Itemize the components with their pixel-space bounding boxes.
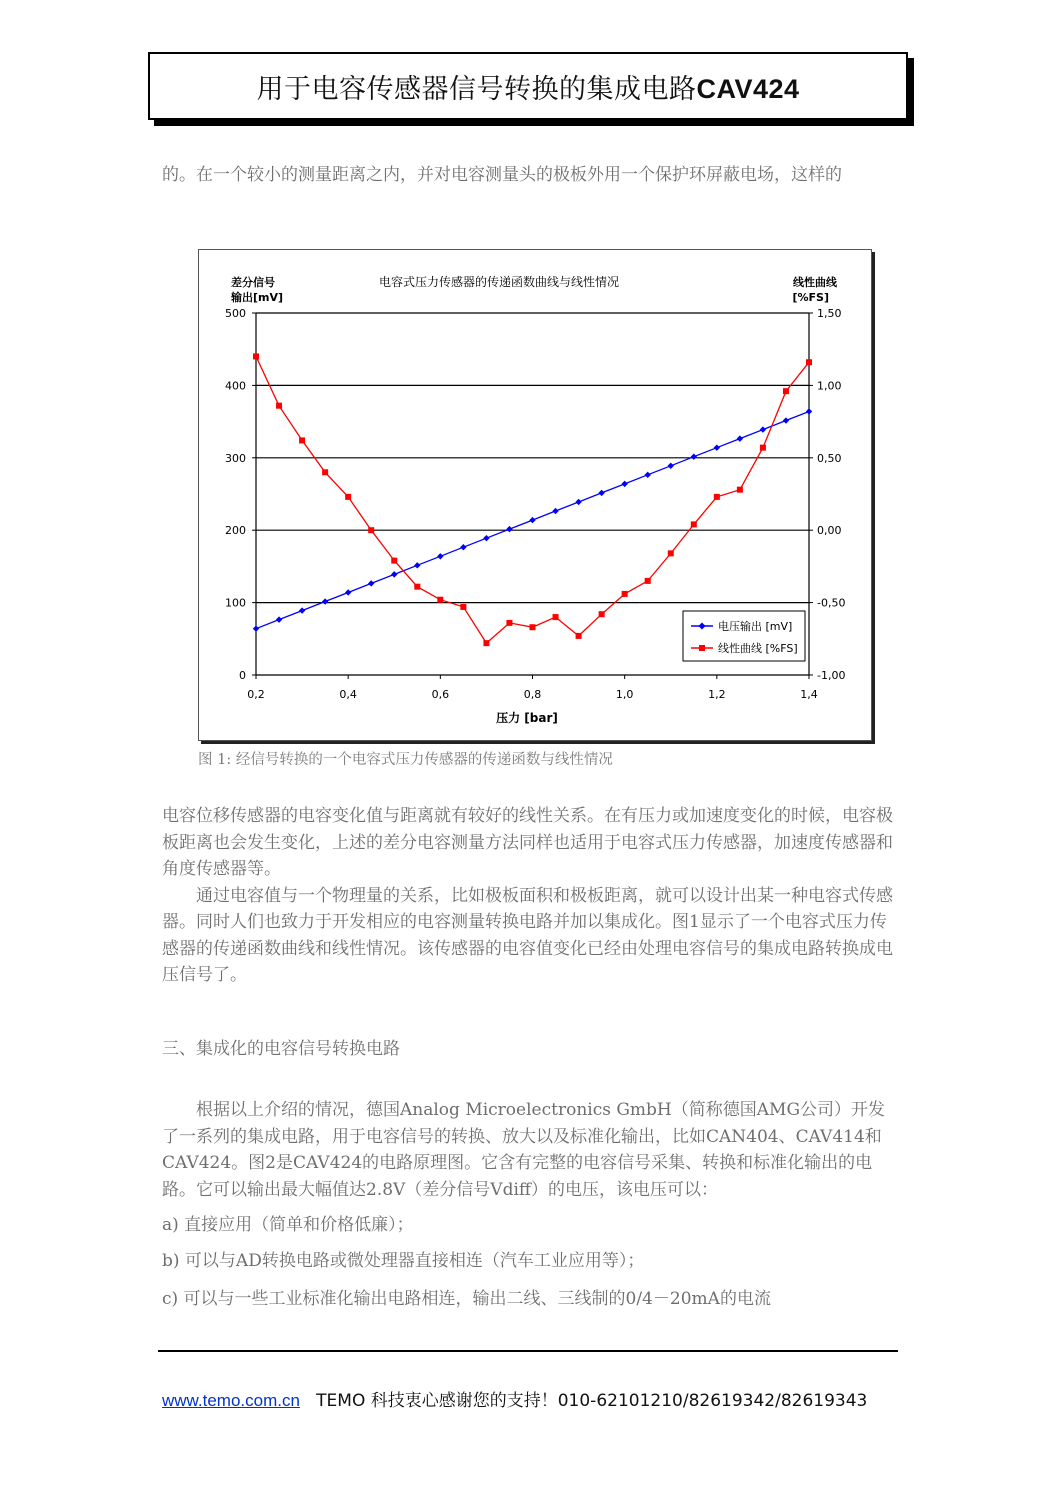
x-tick-label: 0,4 (339, 688, 357, 701)
series-point-1 (691, 454, 697, 460)
series-point-1 (806, 408, 812, 414)
series-point-1 (483, 535, 489, 541)
series-point-1 (276, 616, 282, 622)
series-point-2 (645, 578, 651, 584)
series-point-1 (322, 598, 328, 604)
y-left-tick-label: 0 (239, 669, 246, 682)
y-right-tick-label: 1,50 (817, 307, 842, 320)
chart-svg (199, 250, 871, 740)
body-paragraphs (162, 803, 897, 989)
y-right-label-line1: 线性曲线 (793, 276, 837, 289)
series-point-1 (414, 562, 420, 568)
series-point-1 (299, 607, 305, 613)
chart-legend (683, 611, 805, 661)
series-point-1 (621, 481, 627, 487)
series-point-1 (668, 463, 674, 469)
series-point-1 (506, 526, 512, 532)
y-right-tick-label: -0,50 (817, 596, 846, 610)
series-point-2 (368, 527, 374, 533)
series-point-1 (437, 553, 443, 559)
series-point-2 (691, 521, 697, 527)
y-left-tick-label: 400 (225, 379, 246, 393)
series-point-2 (414, 584, 420, 590)
series-point-2 (553, 614, 559, 620)
legend-marker (699, 645, 705, 651)
x-tick-label: 1,4 (800, 688, 818, 701)
series-line-2 (256, 356, 809, 643)
series-point-2 (783, 388, 789, 394)
series-point-1 (737, 435, 743, 441)
legend-label: 线性曲线 [%FS] (718, 642, 798, 655)
figure-caption: 图 1: 经信号转换的一个电容式压力传感器的传递函数与线性情况 (198, 752, 613, 768)
footer-divider (158, 1350, 898, 1352)
series-point-2 (714, 494, 720, 500)
series-point-2 (506, 620, 512, 626)
footer-contact-text: TEMO 科技衷心感谢您的支持！010-62101210/82619342/82619343 (316, 1391, 868, 1411)
series-point-2 (599, 611, 605, 617)
series-point-1 (783, 417, 789, 423)
series-point-2 (276, 403, 282, 409)
y-left-tick-label: 500 (225, 307, 246, 320)
footer (162, 1386, 867, 1411)
paragraph-1: 电容位移传感器的电容变化值与距离就有较好的线性关系。在有压力或加速度变化的时候，电容极板距离也会发生变化，上述的差分电容测量方法同样也适用于电容式压力传感器，加速度传感器和角度传感器等。 (162, 806, 893, 879)
y-right-tick-label: 0,00 (817, 524, 842, 538)
series-point-1 (368, 580, 374, 586)
y-right-tick-label: 1,00 (817, 379, 842, 393)
y-right-tick-label: 0,50 (817, 451, 842, 465)
series-point-1 (552, 508, 558, 514)
chart-title: 电容式压力传感器的传递函数曲线与线性情况 (378, 275, 620, 289)
footer-website-link[interactable]: www.temo.com.cn (162, 1391, 300, 1410)
series-point-2 (737, 487, 743, 493)
x-axis-label: 压力 [bar] (496, 711, 558, 725)
y-left-label-line1: 差分信号 (231, 276, 275, 289)
series-point-2 (530, 624, 536, 630)
list-item-c: c) 可以与一些工业标准化输出电路相连，输出二线、三线制的0/4－20mA的电流 (162, 1289, 771, 1309)
series-point-1 (575, 499, 581, 505)
series-point-2 (391, 558, 397, 564)
paragraph-3-block (162, 1097, 897, 1203)
y-left-tick-label: 300 (225, 451, 246, 465)
series-point-2 (668, 550, 674, 556)
y-left-tick-label: 100 (225, 596, 246, 610)
x-tick-label: 1,2 (708, 688, 726, 701)
series-point-1 (529, 517, 535, 523)
document-title-box (148, 52, 908, 120)
section-title: 三、集成化的电容信号转换电路 (162, 1039, 400, 1059)
x-tick-label: 0,8 (523, 688, 542, 701)
list-item-b: b) 可以与AD转换电路或微处理器直接相连（汽车工业应用等）； (162, 1251, 645, 1271)
paragraph-3: 根据以上介绍的情况，德国Analog Microelectronics GmbH（简称德国AMG公司）开发了一系列的集成电路，用于电容信号的转换、放大以及标准化输出，比如CAN404、CAV414和CAV424。图2是CAV424的电路原理图。它含有完整的电容信号采集、转换和标准化输出的电路。它可以输出最大幅值达2.8V（差分信号Vdiff）的电压，该电压可以： (162, 1100, 886, 1200)
y-right-tick-label: -1,00 (817, 669, 846, 682)
series-point-2 (483, 640, 489, 646)
series-point-1 (598, 490, 604, 496)
paragraph-2: 通过电容值与一个物理量的关系，比如极板面积和极板距离，就可以设计出某一种电容式传感器。同时人们也致力于开发相应的电容测量转换电路并加以集成化。图1显示了一个电容式压力传感器的传递函数曲线和线性情况。该传感器的电容值变化已经由处理电容信号的集成电路转换成电压信号了。 (162, 885, 893, 985)
series-point-1 (253, 625, 259, 631)
series-point-1 (760, 426, 766, 432)
intro-paragraph: 的。在一个较小的测量距离之内，并对电容测量头的极板外用一个保护环屏蔽电场，这样的 (162, 165, 842, 185)
series-point-2 (322, 469, 328, 475)
series-point-2 (345, 494, 351, 500)
list-item-a: a) 直接应用（简单和价格低廉）； (162, 1215, 414, 1235)
series-point-1 (714, 444, 720, 450)
chart-figure (198, 249, 872, 741)
x-tick-label: 0,2 (247, 688, 265, 701)
y-right-label-line2: [%FS] (792, 291, 829, 304)
series-point-2 (806, 359, 812, 365)
series-point-2 (299, 437, 305, 443)
y-left-label-line2: 输出[mV] (231, 291, 284, 304)
series-point-2 (253, 353, 259, 359)
series-point-1 (460, 544, 466, 550)
legend-label: 电压输出 [mV] (718, 620, 793, 633)
y-left-tick-label: 200 (225, 524, 246, 538)
series-point-2 (437, 597, 443, 603)
series-point-1 (645, 472, 651, 478)
series-point-1 (345, 589, 351, 595)
series-point-2 (760, 445, 766, 451)
x-tick-label: 1,0 (615, 688, 634, 701)
series-point-2 (576, 633, 582, 639)
series-point-2 (460, 604, 466, 610)
series-point-1 (391, 571, 397, 577)
x-tick-label: 0,6 (431, 688, 450, 701)
series-point-2 (622, 591, 628, 597)
document-title: 用于电容传感器信号转换的集成电路CAV424 (256, 73, 800, 105)
